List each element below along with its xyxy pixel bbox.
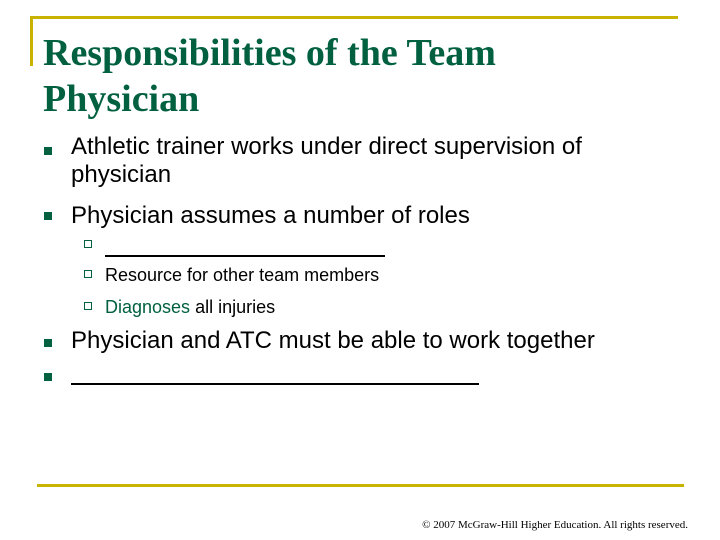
top-border-line: [30, 16, 678, 19]
bullet-square-icon: [44, 147, 52, 155]
bullet-text-2: Physician assumes a number of roles: [71, 202, 470, 229]
sub-bullet-hollow-square-icon: [84, 270, 92, 278]
bullet-text-1-line2: physician: [71, 161, 172, 188]
highlighted-term: Diagnoses: [105, 297, 191, 317]
fill-in-blank-line-1: [105, 255, 385, 257]
sub-bullet-text-3: [105, 296, 275, 318]
slide-title-line2: Physician: [43, 78, 200, 120]
bullet-text-3: Physician and ATC must be able to work together: [71, 327, 595, 354]
sub-bullet-text-3-rest: all injuries: [190, 297, 276, 317]
bottom-divider-line: [37, 484, 684, 487]
copyright-footer: © 2007 McGraw-Hill Higher Education. All rights reserved.: [422, 519, 688, 531]
bullet-square-icon: [44, 212, 52, 220]
bullet-square-icon: [44, 373, 52, 381]
fill-in-blank-line-2: [71, 383, 479, 385]
sub-bullet-hollow-square-icon: [84, 302, 92, 310]
left-border-line: [30, 16, 33, 66]
sub-bullet-text-2: Resource for other team members: [105, 265, 380, 285]
bullet-square-icon: [44, 339, 52, 347]
slide-title: [43, 30, 683, 122]
bullet-text-1: [71, 133, 582, 189]
bullet-text-1-line1: Athletic trainer works under direct supervision of: [71, 133, 582, 160]
slide-title-line1: Responsibilities of the Team: [43, 32, 496, 74]
sub-bullet-hollow-square-icon: [84, 240, 92, 248]
